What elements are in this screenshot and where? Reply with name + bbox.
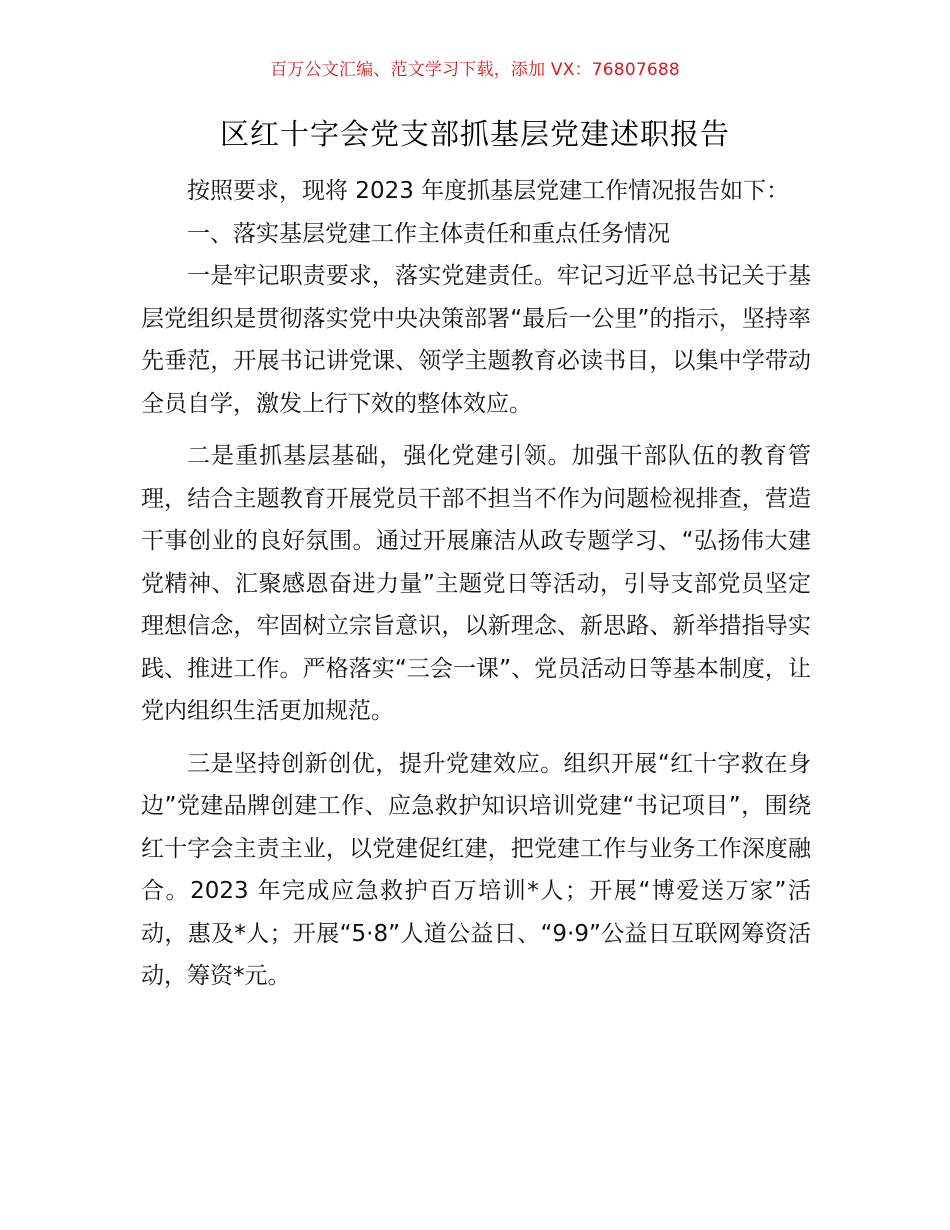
document-title: 区红十字会党支部抓基层党建述职报告: [219, 117, 730, 151]
intro-paragraph: 按照要求，现将 2023 年度抓基层党建工作情况报告如下：: [187, 178, 790, 204]
section-heading: 一、落实基层党建工作主体责任和重点任务情况: [187, 220, 670, 247]
document-body: [141, 170, 811, 998]
paragraph-item-1: 一是牢记职责要求，落实党建责任。牢记习近平总书记关于基层党组织是贯彻落实党中央决策部署“最后一公里”的指示，坚持率先垂范，开展书记讲党课、领学主题教育必读书目，以集中学带动全员自学，激发上行下效的整体效应。: [141, 263, 811, 417]
watermark-banner: 百万公文汇编、范文学习下载，添加 VX：76807688: [270, 60, 680, 80]
paragraph-item-2: 二是重抓基层基础，强化党建引领。加强干部队伍的教育管理，结合主题教育开展党员干部不担当不作为问题检视排查，营造干事创业的良好氛围。通过开展廉洁从政专题学习、“弘扬伟大建党精神、汇聚感恩奋进力量”主题党日等活动，引导支部党员坚定理想信念，牢固树立宗旨意识，以新理念、新思路、新举措指导实践、推进工作。严格落实“三会一课”、党员活动日等基本制度，让党内组织生活更加规范。: [141, 443, 811, 724]
paragraph-item-3: 三是坚持创新创优，提升党建效应。组织开展“红十字救在身边”党建品牌创建工作、应急救护知识培训党建“书记项目”，围绕红十字会主责主业，以党建促红建，把党建工作与业务工作深度融合。2023 年完成应急救护百万培训*人；开展“博爱送万家”活动，惠及*人；开展“5·8”人道公益日、“9·9”公益日互联网筹资活动，筹资*元。: [141, 750, 811, 989]
